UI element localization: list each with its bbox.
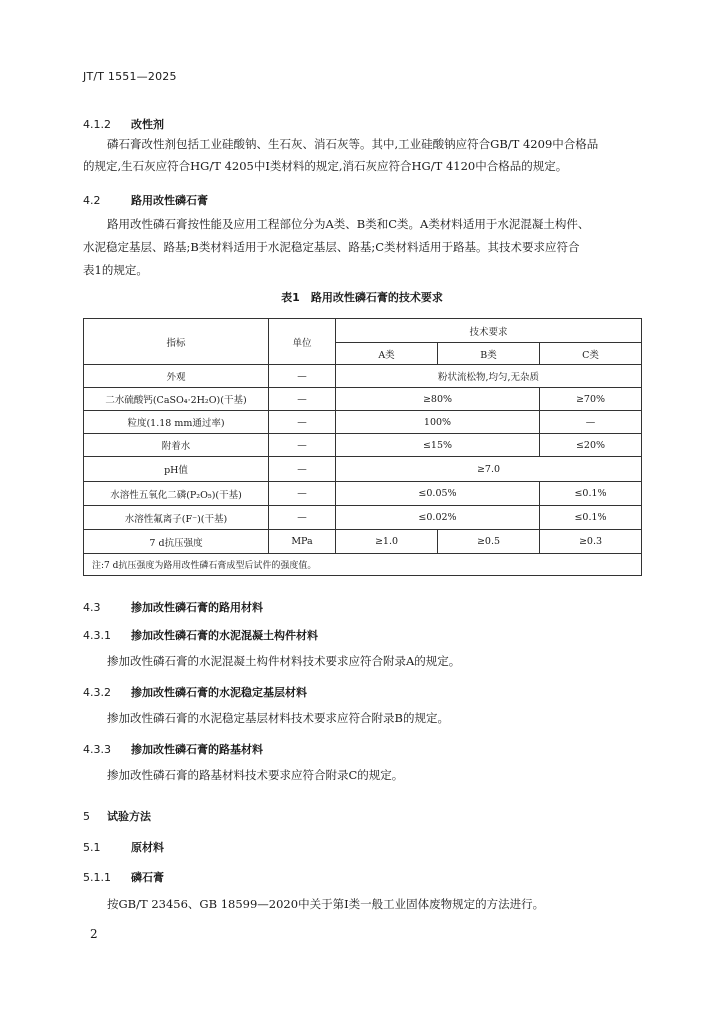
row-unit: — <box>269 506 336 530</box>
row-indicator: 附着水 <box>84 434 269 457</box>
table-note-row <box>84 554 642 576</box>
table-row <box>84 530 642 554</box>
row-value-all: ≥7.0 <box>336 457 642 482</box>
row-value-ab: 100% <box>336 411 540 434</box>
header-indicator: 指标 <box>84 319 269 365</box>
table-row <box>84 506 642 530</box>
row-indicator: 7 d抗压强度 <box>84 530 269 554</box>
heading-4-3-3 <box>83 741 263 757</box>
table-header-row <box>84 319 642 343</box>
heading-5 <box>83 808 151 824</box>
section-title: 试验方法 <box>107 810 151 823</box>
row-indicator: 外观 <box>84 365 269 388</box>
row-indicator: pH值 <box>84 457 269 482</box>
document-header: JT/T 1551—2025 <box>83 70 177 83</box>
section-number: 4.3.2 <box>83 686 111 699</box>
paragraph-4-2 <box>83 213 643 282</box>
table-row <box>84 434 642 457</box>
row-unit: — <box>269 482 336 506</box>
row-value-ab: ≤0.02% <box>336 506 540 530</box>
table-row <box>84 411 642 434</box>
table-row <box>84 365 642 388</box>
section-number: 4.3.3 <box>83 743 111 756</box>
section-title: 改性剂 <box>131 118 164 131</box>
paragraph-4-1-2 <box>83 133 643 177</box>
page-number: 2 <box>90 927 98 941</box>
section-title: 原材料 <box>131 841 164 854</box>
row-value-c: ≤0.1% <box>540 482 642 506</box>
row-value-c: — <box>540 411 642 434</box>
paragraph-4-3-1: 掺加改性磷石膏的水泥混凝土构件材料技术要求应符合附录A的规定。 <box>107 654 461 668</box>
heading-5-1-1 <box>83 869 164 885</box>
row-value-c: ≥0.3 <box>540 530 642 554</box>
section-number: 4.2 <box>83 194 101 207</box>
row-unit: — <box>269 457 336 482</box>
section-number: 4.3.1 <box>83 629 111 642</box>
section-number: 4.1.2 <box>83 118 111 131</box>
table-row <box>84 388 642 411</box>
section-number: 5 <box>83 810 90 823</box>
section-title: 掺加改性磷石膏的水泥混凝土构件材料 <box>131 629 318 642</box>
row-value-ab: ≤15% <box>336 434 540 457</box>
header-class-c: C类 <box>540 343 642 365</box>
table-caption: 表1 路用改性磷石膏的技术要求 <box>281 291 443 304</box>
heading-4-3 <box>83 599 263 615</box>
heading-4-1-2 <box>83 116 164 132</box>
header-tech-requirements: 技术要求 <box>336 319 642 343</box>
row-unit: — <box>269 365 336 388</box>
row-unit: — <box>269 411 336 434</box>
header-class-b: B类 <box>438 343 540 365</box>
paragraph-4-3-2: 掺加改性磷石膏的水泥稳定基层材料技术要求应符合附录B的规定。 <box>107 711 449 725</box>
row-value-a: ≥1.0 <box>336 530 438 554</box>
heading-4-3-1 <box>83 627 318 643</box>
paragraph-5-1-1: 按GB/T 23456、GB 18599—2020中关于第Ⅰ类一般工业固体废物规定的方法进行。 <box>107 897 545 911</box>
paragraph-line: 水泥稳定基层、路基;B类材料适用于水泥稳定基层、路基;C类材料适用于路基。其技术要求应符合 <box>83 240 580 254</box>
row-unit: MPa <box>269 530 336 554</box>
row-value-c: ≥70% <box>540 388 642 411</box>
row-indicator: 水溶性五氧化二磷(P₂O₅)(干基) <box>84 482 269 506</box>
table-note: 注:7 d抗压强度为路用改性磷石膏成型后试件的强度值。 <box>84 554 642 576</box>
heading-5-1 <box>83 839 164 855</box>
row-value-b: ≥0.5 <box>438 530 540 554</box>
paragraph-line: 磷石膏改性剂包括工业硅酸钠、生石灰、消石灰等。其中,工业硅酸钠应符合GB/T 4209中合格品 <box>107 137 599 151</box>
row-unit: — <box>269 434 336 457</box>
heading-4-2 <box>83 192 208 208</box>
paragraph-line: 表1的规定。 <box>83 263 148 277</box>
table-row <box>84 457 642 482</box>
row-indicator: 水溶性氟离子(F⁻)(干基) <box>84 506 269 530</box>
paragraph-line: 路用改性磷石膏按性能及应用工程部位分为A类、B类和C类。A类材料适用于水泥混凝土构件、 <box>107 217 590 231</box>
header-class-a: A类 <box>336 343 438 365</box>
section-title: 掺加改性磷石膏的水泥稳定基层材料 <box>131 686 307 699</box>
table-row <box>84 482 642 506</box>
section-number: 5.1.1 <box>83 871 111 884</box>
section-title: 磷石膏 <box>131 871 164 884</box>
row-value-ab: ≤0.05% <box>336 482 540 506</box>
row-indicator: 二水硫酸钙(CaSO₄·2H₂O)(干基) <box>84 388 269 411</box>
header-unit: 单位 <box>269 319 336 365</box>
row-value-c: ≤0.1% <box>540 506 642 530</box>
paragraph-line: 的规定,生石灰应符合HG/T 4205中Ⅰ类材料的规定,消石灰应符合HG/T 4120中合格品的规定。 <box>83 159 568 173</box>
paragraph-4-3-3: 掺加改性磷石膏的路基材料技术要求应符合附录C的规定。 <box>107 768 404 782</box>
row-value-c: ≤20% <box>540 434 642 457</box>
section-title: 掺加改性磷石膏的路基材料 <box>131 743 263 756</box>
section-number: 5.1 <box>83 841 101 854</box>
row-value-ab: ≥80% <box>336 388 540 411</box>
heading-4-3-2 <box>83 684 307 700</box>
row-value-all: 粉状流松物,均匀,无杂质 <box>336 365 642 388</box>
technical-requirements-table <box>83 318 642 576</box>
row-unit: — <box>269 388 336 411</box>
row-indicator: 粒度(1.18 mm通过率) <box>84 411 269 434</box>
section-number: 4.3 <box>83 601 101 614</box>
section-title: 路用改性磷石膏 <box>131 194 208 207</box>
section-title: 掺加改性磷石膏的路用材料 <box>131 601 263 614</box>
